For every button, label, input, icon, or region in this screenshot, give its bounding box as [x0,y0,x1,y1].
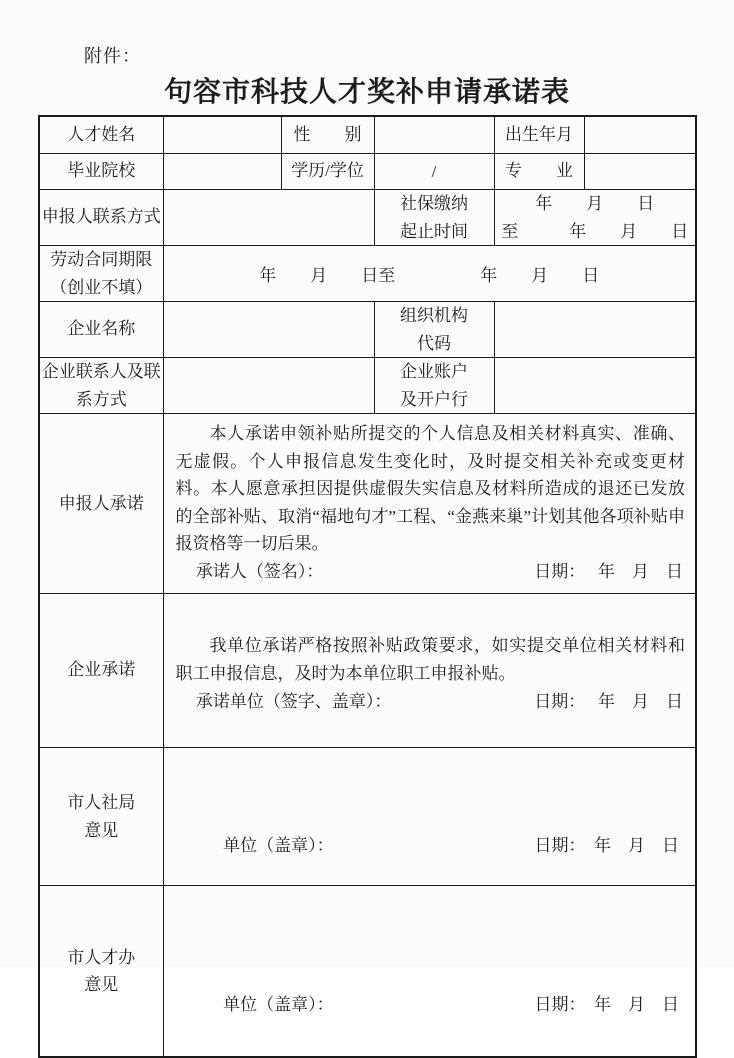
applicant-sign-label: 承诺人（签名）： [195,561,324,581]
company-commitment-label: 企业承诺 [39,594,163,748]
school-label: 毕业院校 [39,154,163,190]
hr-bureau-signature-row [176,832,686,859]
school-value-cell [163,154,281,190]
row-hr-bureau-opinion [39,748,696,886]
row-applicant-commitment [39,414,696,594]
applicant-contact-label: 申报人联系方式 [39,190,163,246]
social-insurance-period-cell: 年 月 日 至 年 月 日 [494,190,696,246]
talent-office-opinion-cell [163,886,696,1058]
hr-bureau-opinion-cell [163,748,696,886]
degree-label: 学历/学位 [281,154,374,190]
applicant-commitment-text: 本人承诺申领补贴所提交的个人信息及相关材料真实、准确、无虚假。个人申报信息发生变化时，及时提交相关补充或变更材料。本人愿意承担因提供虚假失实信息及材料所造成的退还已发放的全部补贴、取消“福地句才”工程、“金燕来巢”计划其他各项补贴申报资格等一切后果。 [175,424,685,554]
row-talent-name [39,116,696,154]
talent-office-opinion-label: 市人才办 意见 [39,886,163,1058]
labor-contract-period-cell: 年 月 日至 年 月 日 [163,246,696,302]
company-contact-label: 企业联系人及联 系方式 [39,358,163,414]
talent-office-seal-label: 单位（盖章）： [223,994,334,1014]
row-company-commitment [39,594,696,748]
hr-bureau-date-label: 日期： 年 月 日 [534,835,679,855]
applicant-commitment-body-cell [163,414,696,594]
gender-label: 性 别 [281,116,374,154]
talent-office-date-label: 日期： 年 月 日 [534,994,679,1014]
labor-contract-label: 劳动合同期限 （创业不填） [39,246,163,302]
company-account-value-cell [494,358,696,414]
talent-office-signature-row [176,991,686,1018]
major-label: 专 业 [494,154,584,190]
row-contact-social [39,190,696,246]
talent-name-value-cell [163,116,281,154]
hr-bureau-seal-label: 单位（盖章）： [223,835,334,855]
row-labor-contract [39,246,696,302]
attachment-label: 附件： [84,46,141,66]
row-education [39,154,696,190]
company-name-value-cell [163,302,374,358]
company-signature-row [176,688,686,715]
major-value-cell [584,154,696,190]
page-title: 句容市科技人才奖补申请承诺表 [163,77,570,108]
gender-value-cell [374,116,494,154]
row-company-name [39,302,696,358]
applicant-date-label: 日期： 年 月 日 [534,561,683,581]
degree-value-cell: / [374,154,494,190]
social-insurance-label: 社保缴纳 起止时间 [374,190,494,246]
company-contact-value-cell [163,358,374,414]
application-form-table [38,115,697,1058]
applicant-signature-row [176,558,686,585]
company-commitment-text: 我单位承诺严格按照补贴政策要求，如实提交单位相关材料和职工申报信息，及时为本单位职工申报补贴。 [175,636,685,683]
org-code-value-cell [494,302,696,358]
company-name-label: 企业名称 [39,302,163,358]
applicant-contact-value-cell [163,190,374,246]
birth-date-label: 出生年月 [494,116,584,154]
company-date-label: 日期： 年 月 日 [534,691,683,711]
hr-bureau-opinion-label: 市人社局 意见 [39,748,163,886]
row-talent-office-opinion [39,886,696,1058]
row-company-contact [39,358,696,414]
applicant-commitment-label: 申报人承诺 [39,414,163,594]
birth-date-value-cell [584,116,696,154]
company-sign-label: 承诺单位（签字、盖章）： [195,691,392,711]
company-account-label: 企业账户 及开户行 [374,358,494,414]
company-commitment-body-cell [163,594,696,748]
org-code-label: 组织机构 代码 [374,302,494,358]
talent-name-label: 人才姓名 [39,116,163,154]
